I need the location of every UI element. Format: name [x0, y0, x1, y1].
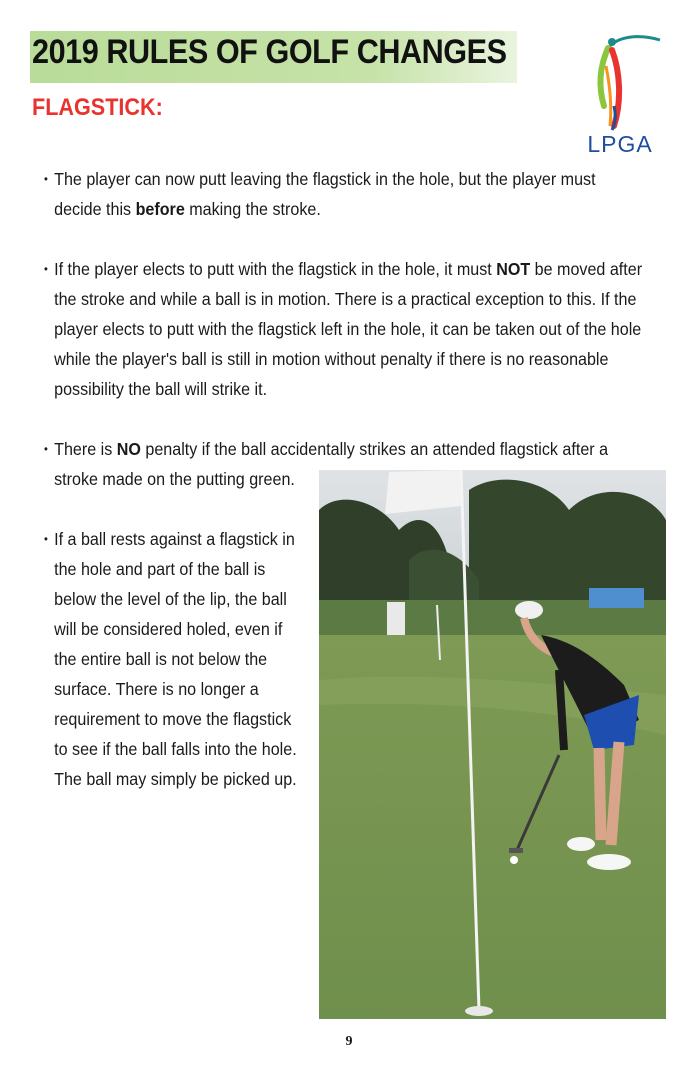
list-item: • There is NO penalty if the ball accidentally strikes an attended flagstick after a stroke made on the putting green. — [44, 439, 609, 489]
list-item: • The player can now putt leaving the flagstick in the hole, but the player must decide this before making the stroke. — [44, 169, 596, 219]
page-title: 2019 RULES OF GOLF CHANGES — [32, 33, 507, 71]
svg-text:LPGA: LPGA — [587, 131, 653, 157]
page-number: 9 — [345, 1034, 353, 1049]
section-subtitle: FLAGSTICK: — [32, 94, 163, 121]
putting-photo — [319, 470, 666, 1019]
lpga-logo — [570, 26, 670, 158]
list-item: • If a ball rests against a flagstick in the hole and part of the ball is below the level of the lip, the ball will be considered holed, even if the entire ball is not below the surface. There is no longer a requirement to move the flagstick to see if the ball falls into the hole. The ball may simply be picked up. — [44, 529, 297, 789]
list-item: • If the player elects to putt with the flagstick in the hole, it must NOT be moved after the stroke and while a ball is in motion. There is a practical exception to this. If the player elects to putt with the flagstick left in the hole, it can be taken out of the hole while the player's ball is still in motion without penalty if there is no reasonable possibility the ball will strike it. — [44, 259, 643, 399]
